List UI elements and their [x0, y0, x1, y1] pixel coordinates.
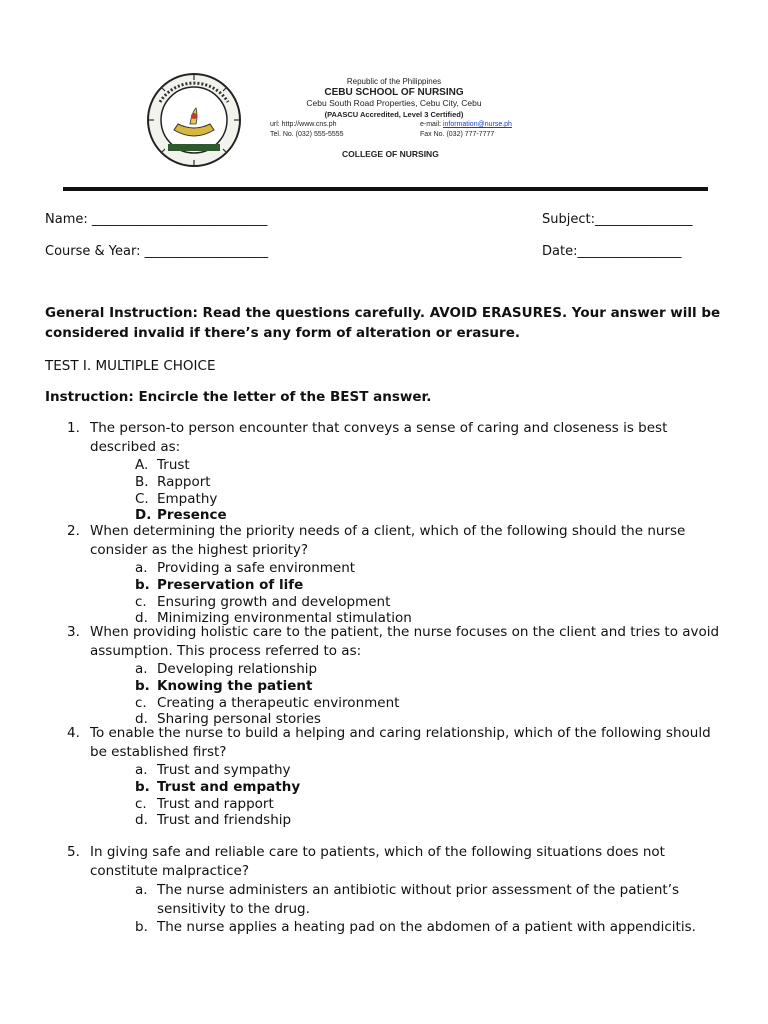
option[interactable]: d. Sharing personal stories: [135, 711, 321, 728]
option-correct[interactable]: b. Knowing the patient: [135, 677, 313, 694]
option[interactable]: c. Trust and rapport: [135, 795, 274, 812]
option[interactable]: A. Trust: [135, 457, 190, 473]
option[interactable]: B. Rapport: [135, 473, 211, 490]
school-fax: Fax No. (032) 777-7777: [420, 131, 495, 138]
option[interactable]: a. Trust and sympathy: [135, 762, 291, 778]
option-correct[interactable]: b. Preservation of life: [135, 576, 304, 593]
contact-row-2: [270, 130, 582, 140]
option[interactable]: C. Empathy: [135, 490, 218, 507]
school-address: Cebu South Road Properties, Cebu City, Cebu: [306, 98, 482, 108]
option[interactable]: a. Developing relationship: [135, 661, 318, 677]
general-instruction: General Instruction: Read the questions carefully. AVOID ERASURES. Your answer will be considered invalid if there’s any form of alteration or erasure.: [45, 305, 721, 341]
question-number: 2.: [67, 523, 80, 539]
test-title: TEST I. MULTIPLE CHOICE: [45, 358, 216, 374]
course-year-field: Course & Year: ___________________: [45, 244, 269, 259]
question-1: [67, 419, 727, 524]
email-link[interactable]: information@nurse.ph: [442, 121, 512, 128]
school-seal-logo: [146, 72, 242, 168]
subject-field: Subject:_______________: [542, 212, 693, 227]
question-4: [67, 724, 727, 829]
option[interactable]: b. The nurse applies a heating pad on the abdomen of a patient with appendicitis.: [135, 919, 696, 935]
option-correct[interactable]: D. Presence: [135, 507, 227, 524]
question-stem: To enable the nurse to build a helping and caring relationship, which of the following should be established first?: [90, 725, 711, 760]
option-correct[interactable]: b. Trust and empathy: [135, 778, 301, 795]
question-stem: The person-to person encounter that conveys a sense of caring and closeness is best described as:: [90, 420, 668, 455]
question-number: 1.: [67, 420, 80, 436]
option[interactable]: a. Providing a safe environment: [135, 560, 356, 576]
letterhead: [262, 76, 582, 160]
school-name: CEBU SCHOOL OF NURSING: [324, 87, 464, 98]
instruction: Instruction: Encircle the letter of the BEST answer.: [45, 389, 432, 405]
republic-line: Republic of the Philippines: [346, 77, 442, 86]
option[interactable]: c. Creating a therapeutic environment: [135, 694, 400, 711]
option[interactable]: d. Minimizing environmental stimulation: [135, 610, 412, 627]
email-label: e-mail:: [420, 121, 442, 128]
question-number: 5.: [67, 844, 80, 860]
accreditation: (PAASCU Accredited, Level 3 Certified): [324, 110, 464, 119]
question-number: 3.: [67, 624, 80, 640]
college-name: COLLEGE OF NURSING: [342, 149, 439, 159]
option[interactable]: a. The nurse administers an antibiotic without prior assessment of the patient’s sensitivity to the drug.: [135, 882, 680, 917]
option[interactable]: c. Ensuring growth and development: [135, 593, 391, 610]
school-email: [420, 120, 570, 130]
question-number: 4.: [67, 725, 80, 741]
question-stem: When providing holistic care to the patient, the nurse focuses on the client and tries to avoid assumption. This process referred to as:: [90, 624, 720, 659]
header-divider: [63, 187, 708, 191]
question-stem: In giving safe and reliable care to patients, which of the following situations does not constitute malpractice?: [90, 844, 665, 879]
question-stem: When determining the priority needs of a client, which of the following should the nurse consider as the highest priority?: [90, 523, 686, 558]
contact-row-1: [270, 120, 582, 130]
name-field: Name: ___________________________: [45, 212, 268, 227]
option[interactable]: d. Trust and friendship: [135, 812, 292, 829]
school-tel: Tel. No. (032) 555-5555: [270, 131, 344, 138]
school-url: url: http://www.cns.ph: [270, 121, 337, 128]
question-3: [67, 623, 727, 728]
date-field: Date:________________: [542, 244, 682, 259]
question-5: [67, 843, 727, 936]
question-2: [67, 522, 727, 627]
